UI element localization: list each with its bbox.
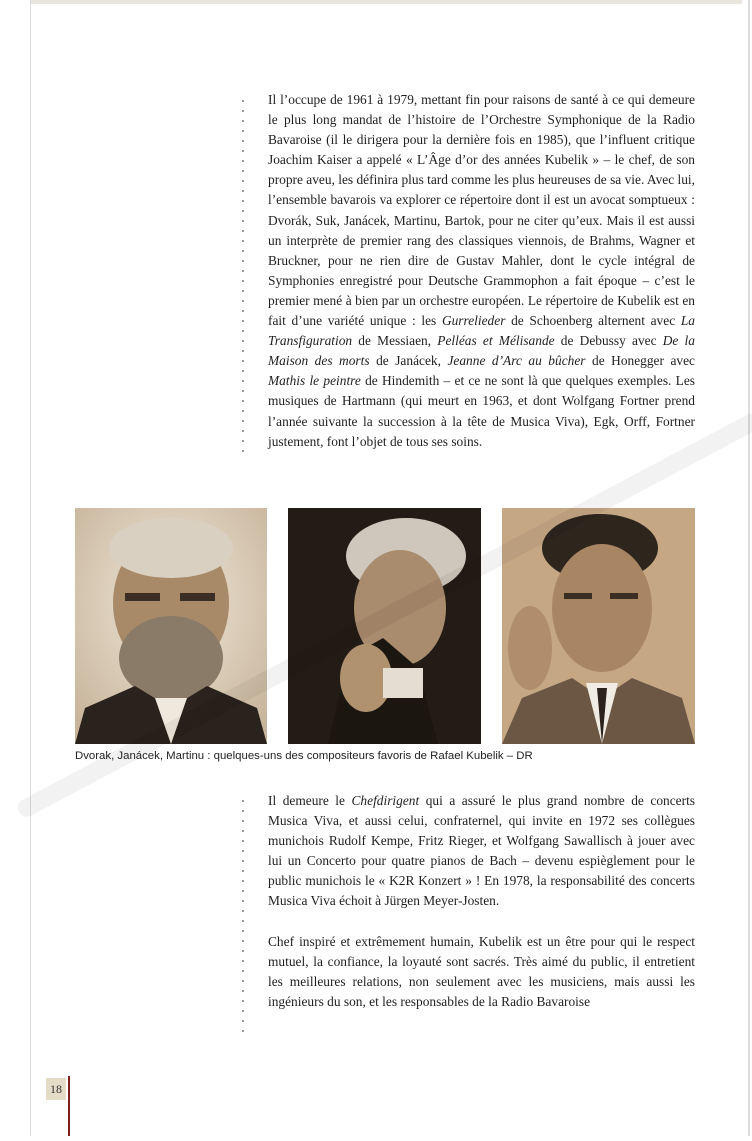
work-title: Gurrelieder <box>441 313 506 329</box>
text-run: de Hindemith – et ce ne sont là que quelques exemples. Les musiques de Hartmann (qui meurt en 1963, et dont Wolfgang Fortner prend l’année suivante la succession à la tête de Musica Viva), Egk, Orff, Fortner justement, font l’objet de tous ses soins. <box>268 373 695 449</box>
photo-martinu <box>502 508 695 744</box>
photo-janacek <box>288 508 481 744</box>
text-run: Il demeure le <box>268 793 352 808</box>
text-run: de Honegger avec <box>585 353 695 369</box>
page-frame-right <box>748 0 750 1136</box>
dotted-margin-rule <box>241 100 247 460</box>
photo-dvorak <box>75 508 267 744</box>
page-number: 18 <box>46 1078 66 1100</box>
dotted-margin-rule <box>241 800 247 1040</box>
work-title: La Transfiguration <box>268 313 695 349</box>
page-frame-left <box>30 0 31 1136</box>
work-title: Pelléas et Mélisande <box>437 333 555 349</box>
text-run: qui a assuré le plus grand nombre de concerts Musica Viva, et aussi celui, confraternel, qui invite en 1972 ses collègues munichois Rudolf Kempe, Fritz Rieger, et Wolfgang Sawallisch à jouer avec lui un Concerto pour quatre pianos de Bach – devenu espièglement pour le public munichois le « K2R Konzert » ! En 1978, la responsabilité des concerts Musica Viva échoit à Jürgen Meyer-Josten. <box>268 793 696 909</box>
page-number-rule <box>68 1076 70 1136</box>
text-run: de Debussy avec <box>554 333 663 349</box>
paragraph-3: Chef inspiré et extrêmement humain, Kubelik est un être pour qui le respect mutuel, la confiance, la loyauté sont sacrés. Très aimé du public, il entretient les meilleures relations, non seulement avec les musiciens, mais aussi les ingénieurs du son, et les responsables de la Radio Bavaroise <box>268 934 695 1010</box>
text-run: Il l’occupe de 1961 à 1979, mettant fin pour raisons de santé à ce qui demeure le plus long mandat de l’histoire de l’Orchestre Symphonique de la Radio Bavaroise (il le dirigera pour la dernière fois en 1985), que l’influent critique Joachim Kaiser a appelé « L’Âge d’or des années Kubelik » – le chef, de son propre aveu, les définira plus tard comme les plus heureuses de sa vie. Avec lui, l’ensemble bavarois va explorer ce répertoire dont il est un avocat somptueux : Dvorák, Suk, Janácek, Martinu, Bartok, pour ne citer qu’eux. Mais il est aussi un interprète de premier rang des classiques viennois, de Brahms, Wagner et Bruckner, pour ne rien dire de Gustav Mahler, dont le cycle intégral de Symphonies enregistré pour Deutsche Grammophon a fait époque – c’est le premier mené à bien par un orchestre européen. Le répertoire de Kubelik est en fait d’une variété unique : les <box>268 92 696 329</box>
work-title: De la Maison des morts <box>268 333 695 369</box>
photo-caption: Dvorak, Janácek, Martinu : quelques-uns des compositeurs favoris de Rafael Kubelik – DR <box>75 750 533 762</box>
work-title: Mathis le peintre <box>268 373 361 389</box>
work-title: Jeanne d’Arc au bûcher <box>447 353 586 369</box>
text-run: de Janácek, <box>369 353 448 369</box>
paragraph-1 <box>268 90 695 452</box>
paragraph-2 <box>268 791 695 912</box>
work-title: Chefdirigent <box>351 793 420 808</box>
page-frame-top <box>30 0 742 4</box>
text-run: de Messiaen, <box>352 333 438 349</box>
text-run: de Schoenberg alternent avec <box>505 313 681 329</box>
